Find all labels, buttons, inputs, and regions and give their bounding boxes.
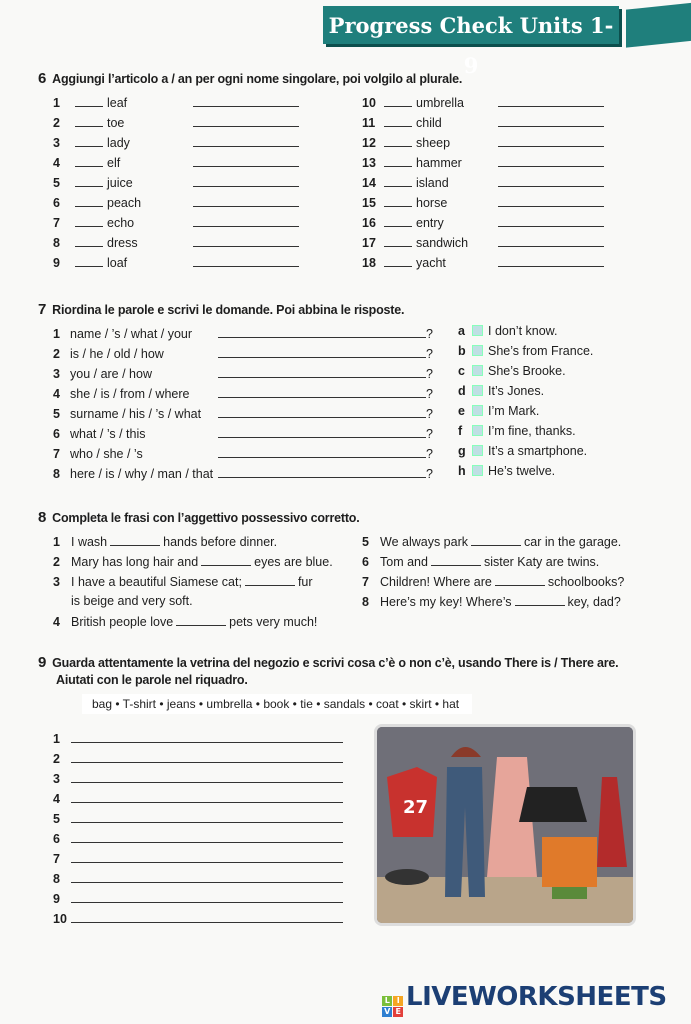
sentence-end: car in the garage. [524,535,622,549]
item-word: dress [107,236,138,250]
answer-row [458,324,558,338]
question-words: here / is / why / man / that [70,467,214,481]
answer-letter: f [458,424,463,438]
item-word: yacht [416,256,446,270]
answer-box[interactable] [472,445,483,456]
item-number: 6 [53,196,60,210]
item-number: 7 [53,216,60,230]
list-item [53,235,299,250]
question-number: 3 [53,367,60,381]
exercise-7-heading: 7 Riordina le parole e scrivi le domande. Poi abbina le risposte. [38,301,405,318]
item-number: 12 [362,136,376,150]
exercise-9-subheading: Aiutati con le parole nel riquadro. [56,673,248,687]
item-word: hammer [416,156,462,170]
sentence-blank[interactable] [71,731,343,743]
answer-line [53,891,343,906]
question-number: 5 [53,407,60,421]
item-word: loaf [107,256,128,270]
answer-letter: g [458,444,466,458]
question-number: 8 [53,467,60,481]
list-item [53,155,299,170]
question-words: who / she / ’s [70,447,143,461]
list-item [362,175,604,190]
question-words: you / are / how [70,367,152,381]
possessive-blank[interactable] [495,574,545,586]
question-number: 4 [53,387,60,401]
sentence-number: 1 [53,535,60,549]
plural-blank[interactable] [498,135,604,147]
answer-text: He’s twelve. [488,464,556,478]
answer-box[interactable] [472,345,483,356]
line-number: 2 [53,752,60,766]
sentence-row [53,554,333,569]
answer-box[interactable] [472,465,483,476]
sentence-blank[interactable] [71,891,343,903]
answer-line [53,811,343,826]
answer-text: It’s Jones. [488,384,545,398]
sentence-blank[interactable] [71,771,343,783]
article-blank[interactable] [75,255,103,267]
sentence-row [71,594,193,608]
question-mark: ? [426,407,433,421]
line-number: 6 [53,832,60,846]
list-item [53,135,299,150]
answer-line [53,871,343,886]
line-number: 8 [53,872,60,886]
liveworksheets-logo: L I V E LIVEWORKSHEETS [382,982,667,1017]
item-word: peach [107,196,142,210]
item-number: 16 [362,216,376,230]
sentence-number: 3 [53,575,60,589]
question-row [53,346,433,361]
sentence-number: 5 [362,535,369,549]
question-row [53,326,433,341]
sentence-end: key, dad? [567,595,621,609]
answer-line [53,731,343,746]
sentence-start: Here’s my key! Where’s [380,595,512,609]
plural-blank[interactable] [498,155,604,167]
list-item [362,155,604,170]
answer-line [53,791,343,806]
question-words: name / ’s / what / your [70,327,193,341]
answer-line [53,771,343,786]
question-number: 7 [53,447,60,461]
line-number: 9 [53,892,60,906]
list-item [53,95,299,110]
sentence-number: 4 [53,615,60,629]
exercise-8-heading: 8 Completa le frasi con l’aggettivo possessivo corretto. [38,509,360,526]
line-number: 5 [53,812,60,826]
item-word: island [416,176,449,190]
item-number: 4 [53,156,60,170]
question-blank[interactable] [218,446,426,458]
answer-letter: d [458,384,466,398]
list-item [362,135,604,150]
plural-blank[interactable] [498,95,604,107]
possessive-blank[interactable] [515,594,565,606]
shop-window-illustration [374,724,636,926]
shop-window-drawing [377,727,633,923]
line-number: 7 [53,852,60,866]
question-mark: ? [426,387,433,401]
banner-tab [626,2,691,47]
answer-box[interactable] [472,405,483,416]
answer-row [458,444,587,458]
question-number: 2 [53,347,60,361]
sentence-blank[interactable] [71,791,343,803]
question-mark: ? [426,367,433,381]
sentence-row [362,594,621,609]
plural-blank[interactable] [193,95,299,107]
skirt [519,787,587,822]
sentence-blank[interactable] [71,871,343,883]
question-blank[interactable] [218,466,426,478]
answer-line [53,851,343,866]
svg-text:27: 27 [403,797,429,818]
question-blank[interactable] [218,386,426,398]
item-word: sandwich [416,236,469,250]
article-blank[interactable] [384,215,412,227]
item-word: juice [107,176,133,190]
exercise-9-heading: 9 Guarda attentamente la vetrina del negozio e scrivi cosa c’è o non c’è, usando There is / There are. [38,654,619,671]
article-blank[interactable] [384,175,412,187]
question-words: she / is / from / where [70,387,190,401]
plural-blank[interactable] [193,215,299,227]
answer-text: I’m Mark. [488,404,540,418]
item-number: 5 [53,176,60,190]
plural-blank[interactable] [498,215,604,227]
plural-blank[interactable] [498,115,604,127]
possessive-blank[interactable] [110,534,160,546]
sentence-end: pets very much! [229,615,318,629]
bag [542,837,597,887]
hat-2 [385,869,429,885]
item-word: lady [107,136,130,150]
question-row [53,386,433,401]
sentence-end: hands before dinner. [163,535,278,549]
plural-blank[interactable] [193,155,299,167]
answer-text: She’s Brooke. [488,364,566,378]
item-number: 17 [362,236,376,250]
list-item [362,195,604,210]
logo-icon: L I V E [382,996,403,1017]
exercise-6-heading: 6 Aggiungi l’articolo a / an per ogni nome singolare, poi volgilo al plurale. [38,70,463,87]
possessive-blank[interactable] [431,554,481,566]
possessive-blank[interactable] [201,554,251,566]
answer-line [53,751,343,766]
sentence-row [362,574,624,589]
item-number: 11 [362,116,376,130]
sentence-end: eyes are blue. [254,555,333,569]
possessive-blank[interactable] [471,534,521,546]
list-item [362,235,604,250]
question-mark: ? [426,447,433,461]
answer-row [458,384,544,398]
line-number: 3 [53,772,60,786]
question-blank[interactable] [218,346,426,358]
answer-letter: a [458,324,465,338]
list-item [362,255,604,270]
question-row [53,466,433,481]
answer-box[interactable] [472,365,483,376]
article-blank[interactable] [384,135,412,147]
item-word: elf [107,156,121,170]
article-blank[interactable] [75,215,103,227]
plural-blank[interactable] [498,235,604,247]
word-box: bag • T-shirt • jeans • umbrella • book • tie • sandals • coat • skirt • hat [82,694,472,714]
question-row [53,406,433,421]
sentence-blank[interactable] [71,911,343,923]
possessive-blank[interactable] [176,614,226,626]
question-blank[interactable] [218,366,426,378]
answer-row [458,464,555,478]
answer-row [458,364,566,378]
question-words: surname / his / ’s / what [70,407,202,421]
plural-blank[interactable] [193,235,299,247]
sentence-blank[interactable] [71,831,343,843]
article-blank[interactable] [384,155,412,167]
sentence-number: 6 [362,555,369,569]
question-row [53,426,433,441]
plural-blank[interactable] [193,255,299,267]
item-number: 8 [53,236,60,250]
sentence-row [53,534,277,549]
item-number: 9 [53,256,60,270]
sentence-blank[interactable] [71,851,343,863]
question-blank[interactable] [218,406,426,418]
item-number: 15 [362,196,376,210]
sentence-start: Mary has long hair and [71,555,199,569]
list-item [362,215,604,230]
item-word: umbrella [416,96,464,110]
page-title: Progress Check Units 1-9 [323,6,619,44]
sentence-end: schoolbooks? [547,575,625,589]
question-row [53,366,433,381]
item-number: 14 [362,176,376,190]
sentence-row [53,574,313,589]
question-mark: ? [426,327,433,341]
list-item [362,95,604,110]
answer-box[interactable] [472,325,483,336]
plural-blank[interactable] [498,255,604,267]
answer-letter: h [458,464,466,478]
answer-row [458,344,593,358]
answer-row [458,404,539,418]
item-number: 10 [362,96,376,110]
plural-blank[interactable] [193,175,299,187]
sentence-blank[interactable] [71,751,343,763]
question-number: 1 [53,327,60,341]
list-item [53,195,299,210]
article-blank[interactable] [75,175,103,187]
sentence-start: I have a beautiful Siamese cat; [71,575,242,589]
article-blank[interactable] [75,195,103,207]
answer-text: I don’t know. [488,324,558,338]
answer-text: I’m fine, thanks. [488,424,576,438]
answer-letter: c [458,364,465,378]
question-mark: ? [426,427,433,441]
answer-line [53,911,343,926]
article-blank[interactable] [75,155,103,167]
possessive-blank[interactable] [245,574,295,586]
list-item [53,255,299,270]
sentence-start: I wash [71,535,108,549]
article-blank[interactable] [384,95,412,107]
item-word: horse [416,196,448,210]
answer-letter: e [458,404,465,418]
sentence-row [53,614,317,629]
item-number: 13 [362,156,376,170]
list-item [53,215,299,230]
sentence-start: British people love [71,615,174,629]
sentence-row [362,554,599,569]
item-number: 18 [362,256,376,270]
sentence-row [362,534,621,549]
plural-blank[interactable] [193,195,299,207]
sentence-end: sister Katy are twins. [483,555,600,569]
item-word: echo [107,216,135,230]
question-mark: ? [426,347,433,361]
question-row [53,446,433,461]
article-blank[interactable] [75,115,103,127]
plural-blank[interactable] [193,115,299,127]
item-word: child [416,116,442,130]
sentence-number: 8 [362,595,369,609]
plural-blank[interactable] [193,135,299,147]
sentence-number: 2 [53,555,60,569]
article-blank[interactable] [384,255,412,267]
item-word: leaf [107,96,128,110]
sentence-start: is beige and very soft. [71,594,193,608]
sentence-start: We always park [380,535,468,549]
sentence-blank[interactable] [71,811,343,823]
sentence-start: Tom and [380,555,428,569]
list-item [53,115,299,130]
book [552,887,587,899]
question-words: is / he / old / how [70,347,164,361]
question-mark: ? [426,467,433,481]
item-word: entry [416,216,444,230]
answer-text: It’s a smartphone. [488,444,588,458]
sentence-number: 7 [362,575,369,589]
article-blank[interactable] [75,235,103,247]
item-number: 3 [53,136,60,150]
question-blank[interactable] [218,326,426,338]
article-blank[interactable] [384,195,412,207]
sentence-end: fur [297,575,313,589]
item-number: 1 [53,96,60,110]
line-number: 1 [53,732,60,746]
line-number: 4 [53,792,60,806]
plural-blank[interactable] [498,195,604,207]
answer-letter: b [458,344,466,358]
list-item [362,115,604,130]
line-number: 10 [53,912,67,926]
sentence-start: Children! Where are [380,575,492,589]
answer-row [458,424,576,438]
answer-box[interactable] [472,385,483,396]
item-word: sheep [416,136,451,150]
answer-line [53,831,343,846]
article-blank[interactable] [75,95,103,107]
answer-text: She’s from France. [488,344,594,358]
article-blank[interactable] [384,115,412,127]
question-number: 6 [53,427,60,441]
article-blank[interactable] [75,135,103,147]
question-blank[interactable] [218,426,426,438]
item-number: 2 [53,116,60,130]
answer-box[interactable] [472,425,483,436]
list-item [53,175,299,190]
plural-blank[interactable] [498,175,604,187]
article-blank[interactable] [384,235,412,247]
question-words: what / ’s / this [70,427,146,441]
item-word: toe [107,116,125,130]
